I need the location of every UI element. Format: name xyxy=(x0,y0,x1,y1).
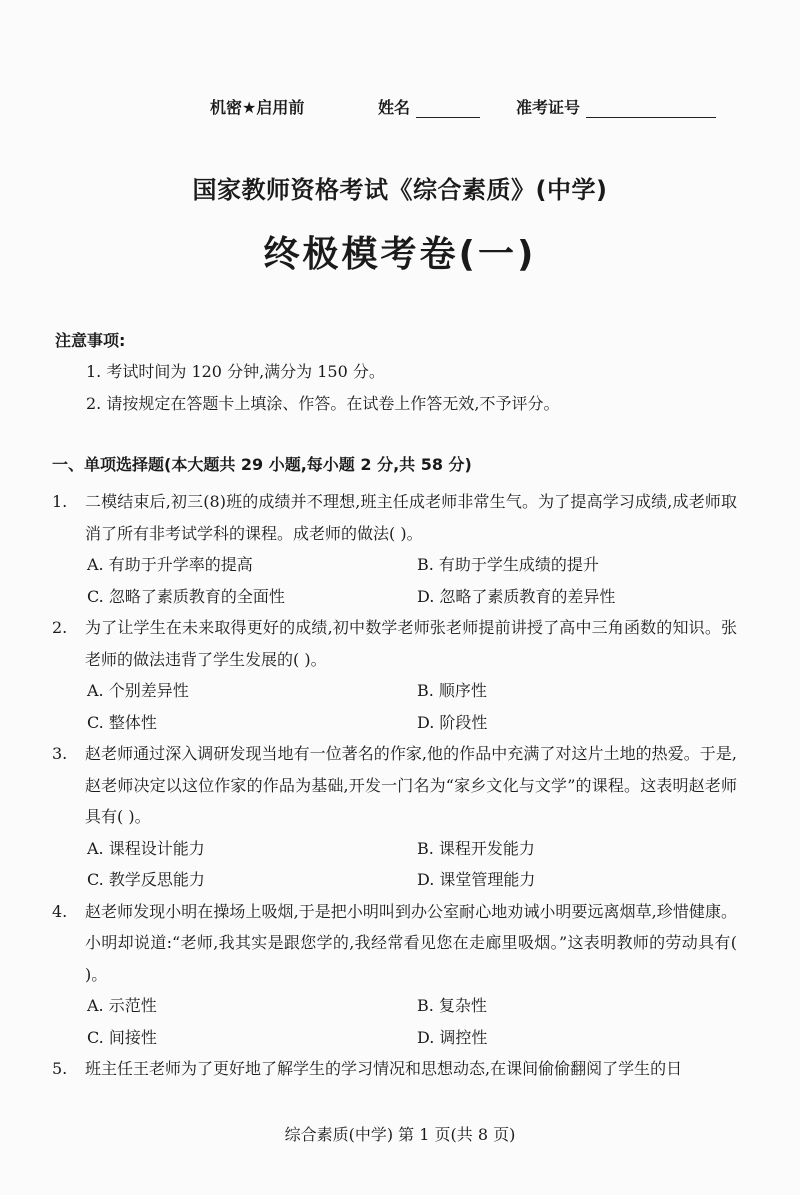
option-b: B. 顺序性 xyxy=(417,681,487,700)
exam-title: 国家教师资格考试《综合素质》(中学) xyxy=(192,176,608,204)
name-field xyxy=(378,95,516,118)
notice-title: 注意事项: xyxy=(55,331,126,350)
question-number: 4. xyxy=(52,901,68,921)
option-c: C. 忽略了素质教育的全面性 xyxy=(87,586,285,606)
question-5 xyxy=(52,1053,752,1085)
question-3-options xyxy=(87,833,752,896)
question-number: 1. xyxy=(52,492,68,511)
question-number: 3. xyxy=(52,744,68,763)
question-text: 赵老师发现小明在操场上吸烟,于是把小明叫到办公室耐心地劝诫小明要远离烟草,珍惜健康。小明却说道:“老师,我其实是跟您学的,我经常看见您在走廊里吸烟。”这表明教师的劳动具有( )。 xyxy=(85,901,737,984)
question-4 xyxy=(52,896,752,991)
option-a: A. 个别差异性 xyxy=(87,681,189,700)
option-b: B. 复杂性 xyxy=(417,996,487,1015)
option-d: D. 调控性 xyxy=(417,1027,488,1047)
notice-list xyxy=(86,356,559,420)
option-a: A. 课程设计能力 xyxy=(87,838,205,858)
name-blank-line xyxy=(416,99,480,118)
option-d: D. 课堂管理能力 xyxy=(417,870,536,889)
option-d: D. 忽略了素质教育的差异性 xyxy=(417,586,616,606)
exam-id-field xyxy=(516,95,716,118)
option-c: C. 间接性 xyxy=(87,1027,157,1047)
option-b: B. 课程开发能力 xyxy=(417,838,535,858)
question-2-options xyxy=(87,675,752,738)
name-label: 姓名 xyxy=(378,97,411,117)
option-b: B. 有助于学生成绩的提升 xyxy=(417,555,599,574)
exam-id-blank-line xyxy=(586,99,716,118)
notice-item: 2. 请按规定在答题卡上填涂、作答。在试卷上作答无效,不予评分。 xyxy=(86,394,560,413)
exam-subtitle: 终极模考卷(一) xyxy=(263,234,537,275)
question-1-options xyxy=(87,549,752,612)
option-a: A. 有助于升学率的提高 xyxy=(87,555,253,574)
header-line xyxy=(210,92,760,120)
question-2 xyxy=(52,612,752,675)
exam-id-label: 准考证号 xyxy=(516,97,581,117)
question-number: 5. xyxy=(52,1059,68,1078)
question-list xyxy=(52,486,752,1085)
question-text: 为了让学生在未来取得更好的成绩,初中数学老师张老师提前讲授了高中三角函数的知识。张老师的做法违背了学生发展的( )。 xyxy=(85,618,737,669)
question-3 xyxy=(52,738,752,833)
question-text: 二模结束后,初三(8)班的成绩并不理想,班主任成老师非常生气。为了提高学习成绩,成老师取消了所有非考试学科的课程。成老师的做法( )。 xyxy=(85,492,737,543)
question-number: 2. xyxy=(52,618,68,637)
option-a: A. 示范性 xyxy=(87,996,157,1015)
question-4-options xyxy=(87,990,752,1053)
notice-item: 1. 考试时间为 120 分钟,满分为 150 分。 xyxy=(86,362,385,381)
option-d: D. 阶段性 xyxy=(417,712,488,732)
question-text: 班主任王老师为了更好地了解学生的学习情况和思想动态,在课间偷偷翻阅了学生的日 xyxy=(85,1059,683,1078)
option-c: C. 整体性 xyxy=(87,712,157,732)
option-c: C. 教学反思能力 xyxy=(87,870,205,889)
page-footer: 综合素质(中学) 第 1 页(共 8 页) xyxy=(284,1125,516,1144)
question-text: 赵老师通过深入调研发现当地有一位著名的作家,他的作品中充满了对这片土地的热爱。于是,赵老师决定以这位作家的作品为基础,开发一门名为“家乡文化与文学”的课程。这表明赵老师具有( )。 xyxy=(85,744,737,826)
question-1 xyxy=(52,486,752,549)
confidential-label: 机密★启用前 xyxy=(210,97,305,117)
section-title: 一、单项选择题(本大题共 29 小题,每小题 2 分,共 58 分) xyxy=(52,455,472,474)
